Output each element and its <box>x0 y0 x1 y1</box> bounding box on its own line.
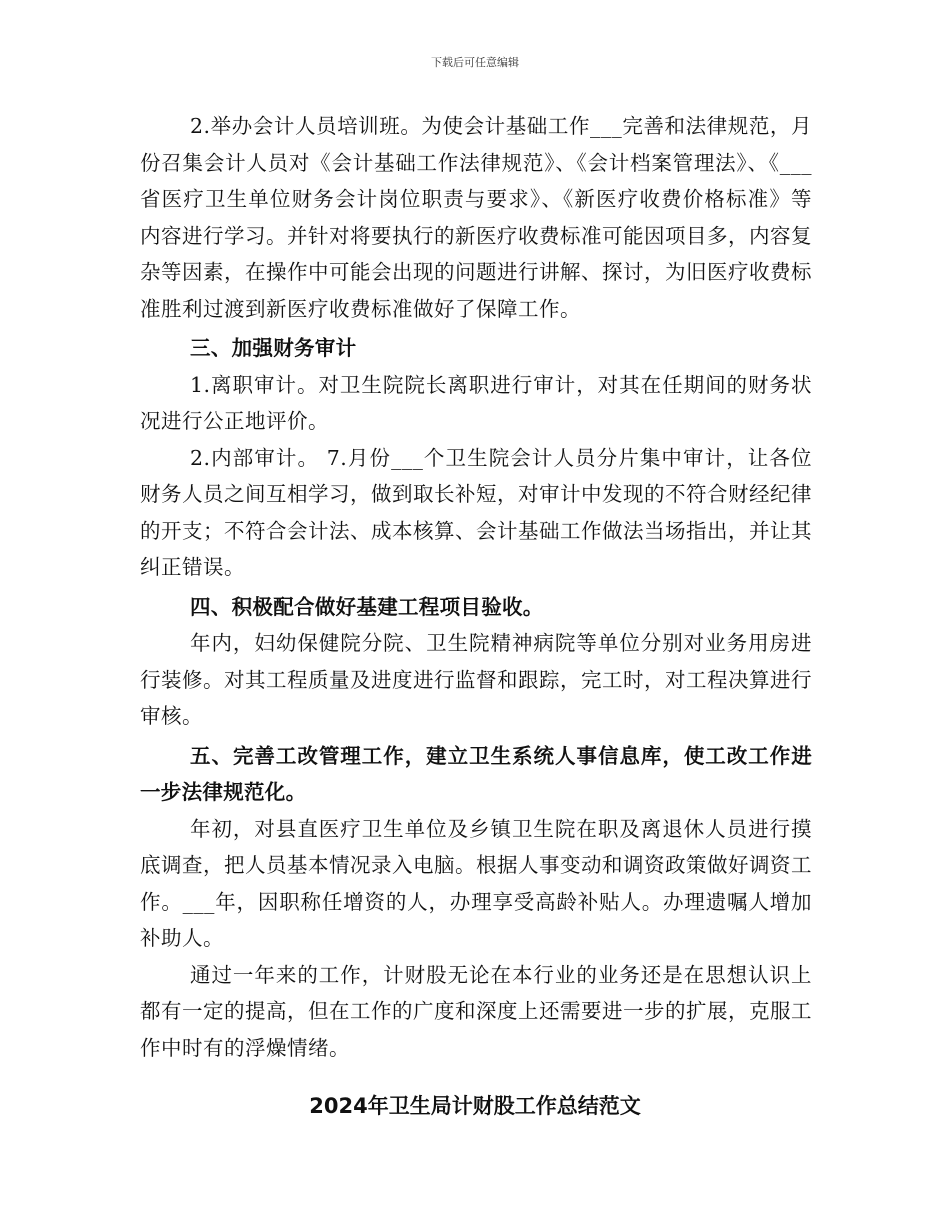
paragraph-resign-audit: 1.离职审计。对卫生院院长离职进行审计，对其在任期间的财务状况进行公正地评价。 <box>140 372 812 433</box>
paragraph-training: 2.举办会计人员培训班。为使会计基础工作___完善和法律规范，月份召集会计人员对《会计基础工作法律规范》、《会计档案管理法》、《___省医疗卫生单位财务会计岗位职责与要求》、《新医疗收费价格标准》等内容进行学习。并针对将要执行的新医疗收费标准可能因项目多，内容复杂等因素，在操作中可能会出现的问题进行讲解、探讨，为旧医疗收费标准胜利过渡到新医疗收费标准做好了保障工作。 <box>140 114 812 321</box>
heading-audit: 三、加强财务审计 <box>190 336 357 360</box>
paragraph-construction: 年内，妇幼保健院分院、卫生院精神病院等单位分别对业务用房进行装修。对其工程质量及进度进行监督和跟踪，完工时，对工程决算进行审核。 <box>140 631 812 728</box>
header-note: 下载后可任意编辑 <box>431 56 519 69</box>
paragraph-salary-reform: 年初，对县直医疗卫生单位及乡镇卫生院在职及离退休人员进行摸底调查，把人员基本情况录入电脑。根据人事变动和调资政策做好调资工作。___年，因职称任增资的人，办理享受高龄补贴人。办理遗嘱人增加补助人。 <box>140 816 812 950</box>
heading-salary-reform: 五、完善工改管理工作，建立卫生系统人事信息库，使工改工作进一步法律规范化。 <box>140 743 812 804</box>
heading-construction: 四、积极配合做好基建工程项目验收。 <box>190 594 544 619</box>
document-title: 2024年卫生局计财股工作总结范文 <box>309 1094 641 1118</box>
paragraph-conclusion: 通过一年来的工作，计财股无论在本行业的业务还是在思想认识上都有一定的提高，但在工作的广度和深度上还需要进一步的扩展，克服工作中时有的浮燥情绪。 <box>140 962 812 1060</box>
document-body <box>140 108 812 1066</box>
paragraph-internal-audit: 2.内部审计。 7.月份___个卫生院会计人员分片集中审计，让各位财务人员之间互相学习，做到取长补短，对审计中发现的不符合财经纪律的开支；不符合会计法、成本核算、会计基础工作做法当场指出，并让其纠正错误。 <box>140 445 812 579</box>
